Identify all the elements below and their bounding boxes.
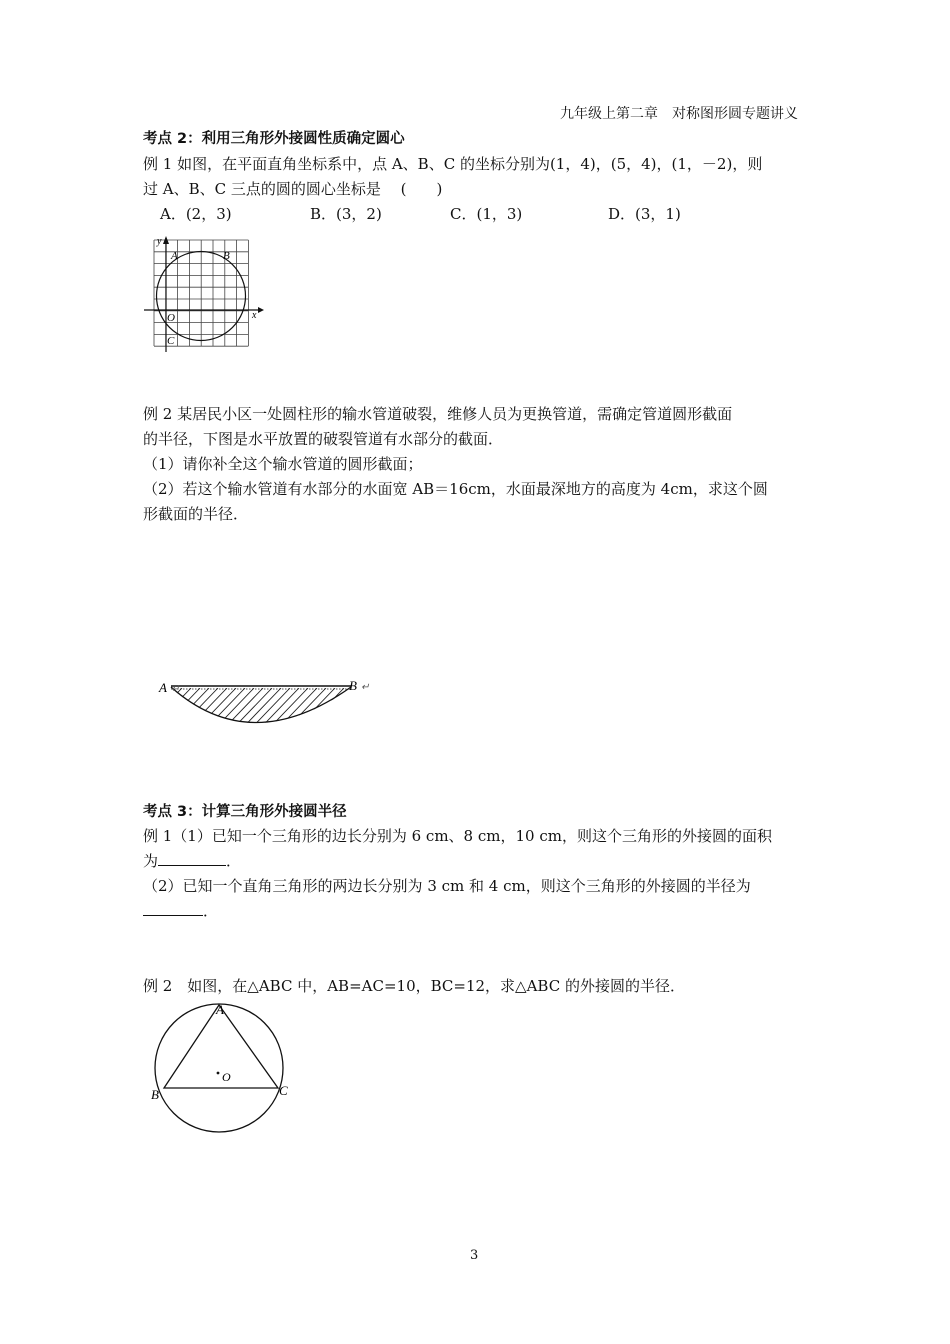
center-point xyxy=(217,1072,220,1075)
origin-label: O xyxy=(167,312,175,324)
triangle-abc xyxy=(164,1005,278,1088)
point-b-label: B xyxy=(349,678,357,693)
circumcircle-figure xyxy=(148,1000,298,1130)
option-d: D．(3，1) xyxy=(608,205,681,223)
x-axis-arrow xyxy=(258,307,264,313)
return-mark-a: ↵ xyxy=(171,684,180,695)
pipe-section-figure xyxy=(155,670,385,740)
x-label: x xyxy=(252,310,257,321)
page-number: 3 xyxy=(470,1248,479,1263)
point-c-label: C xyxy=(167,335,175,347)
option-a: A．(2，3) xyxy=(160,205,232,223)
hatch-line xyxy=(357,688,407,740)
hatch-line xyxy=(339,688,389,740)
s2-ex1-line1: 例 1 如图，在平面直角坐标系中，点 A、B、C 的坐标分别为(1，4)，(5，4)，(1，－2)，则 xyxy=(143,155,763,173)
point-a-label: A xyxy=(171,250,178,262)
s3-ex1-line2 xyxy=(143,850,241,871)
s2-ex2-line1: 例 2 某居民小区一处圆柱形的输水管道破裂，维修人员为更换管道，需确定管道圆形截面 xyxy=(143,405,733,423)
center-o-label: O xyxy=(222,1070,231,1084)
y-label: y xyxy=(157,236,162,247)
s3-ex1-line4 xyxy=(143,900,218,921)
s2-ex2-line2: 的半径，下图是水平放置的破裂管道有水部分的截面． xyxy=(143,430,504,448)
option-b: B．(3，2) xyxy=(310,205,382,223)
coordinate-grid-figure xyxy=(140,232,270,357)
point-a-label: A xyxy=(159,680,167,695)
s2-ex2-line5: 形截面的半径． xyxy=(143,505,249,523)
return-mark-b: ↵ xyxy=(361,682,370,693)
pipe-arc xyxy=(171,687,351,723)
answer-blank-2[interactable] xyxy=(143,901,203,916)
hatch-line xyxy=(105,688,155,740)
s3-ex1-line2-suffix: ． xyxy=(226,852,242,870)
hatch-line xyxy=(132,688,182,740)
vertex-c-label: C xyxy=(279,1083,288,1098)
s3-ex1-line3: （2）已知一个直角三角形的两边长分别为 3 cm 和 4 cm，则这个三角形的外接圆的半径为 xyxy=(143,877,751,895)
hatch-line xyxy=(321,688,371,740)
option-c: C．(1，3) xyxy=(450,205,523,223)
s2-ex2-line3: （1）请你补全这个输水管道的圆形截面； xyxy=(143,455,423,473)
section-2-title: 考点 2：利用三角形外接圆性质确定圆心 xyxy=(143,131,405,147)
hatch-line xyxy=(123,688,173,740)
hatch-line xyxy=(114,688,164,740)
vertex-b-label: B xyxy=(151,1087,159,1102)
s2-ex2-line4: （2）若这个输水管道有水部分的水面宽 AB＝16cm，水面最深地方的高度为 4cm，求这个圆 xyxy=(143,480,768,498)
s3-ex1-line1: 例 1（1）已知一个三角形的边长分别为 6 cm、8 cm，10 cm，则这个三角形的外接圆的面积 xyxy=(143,827,772,845)
vertex-a-label: A xyxy=(216,1002,224,1017)
s3-ex1-line4-suffix: ． xyxy=(203,902,219,920)
section-3-title: 考点 3：计算三角形外接圆半径 xyxy=(143,804,347,820)
point-b-label: B xyxy=(223,250,230,262)
answer-blank-1[interactable] xyxy=(158,851,226,866)
s3-ex1-line2-prefix: 为 xyxy=(143,852,159,870)
hatch-line xyxy=(348,688,398,740)
s2-ex1-line2: 过 A、B、C 三点的圆的圆心坐标是 ( ) xyxy=(143,180,443,198)
hatch-line xyxy=(141,688,191,740)
water-hatching xyxy=(105,688,407,740)
hatch-line xyxy=(150,688,200,740)
s3-ex2-line1: 例 2 如图，在△ABC 中，AB=AC=10，BC=12，求△ABC 的外接圆的半径． xyxy=(143,977,685,995)
page-header: 九年级上第二章 对称图形圆专题讲义 xyxy=(560,106,798,122)
